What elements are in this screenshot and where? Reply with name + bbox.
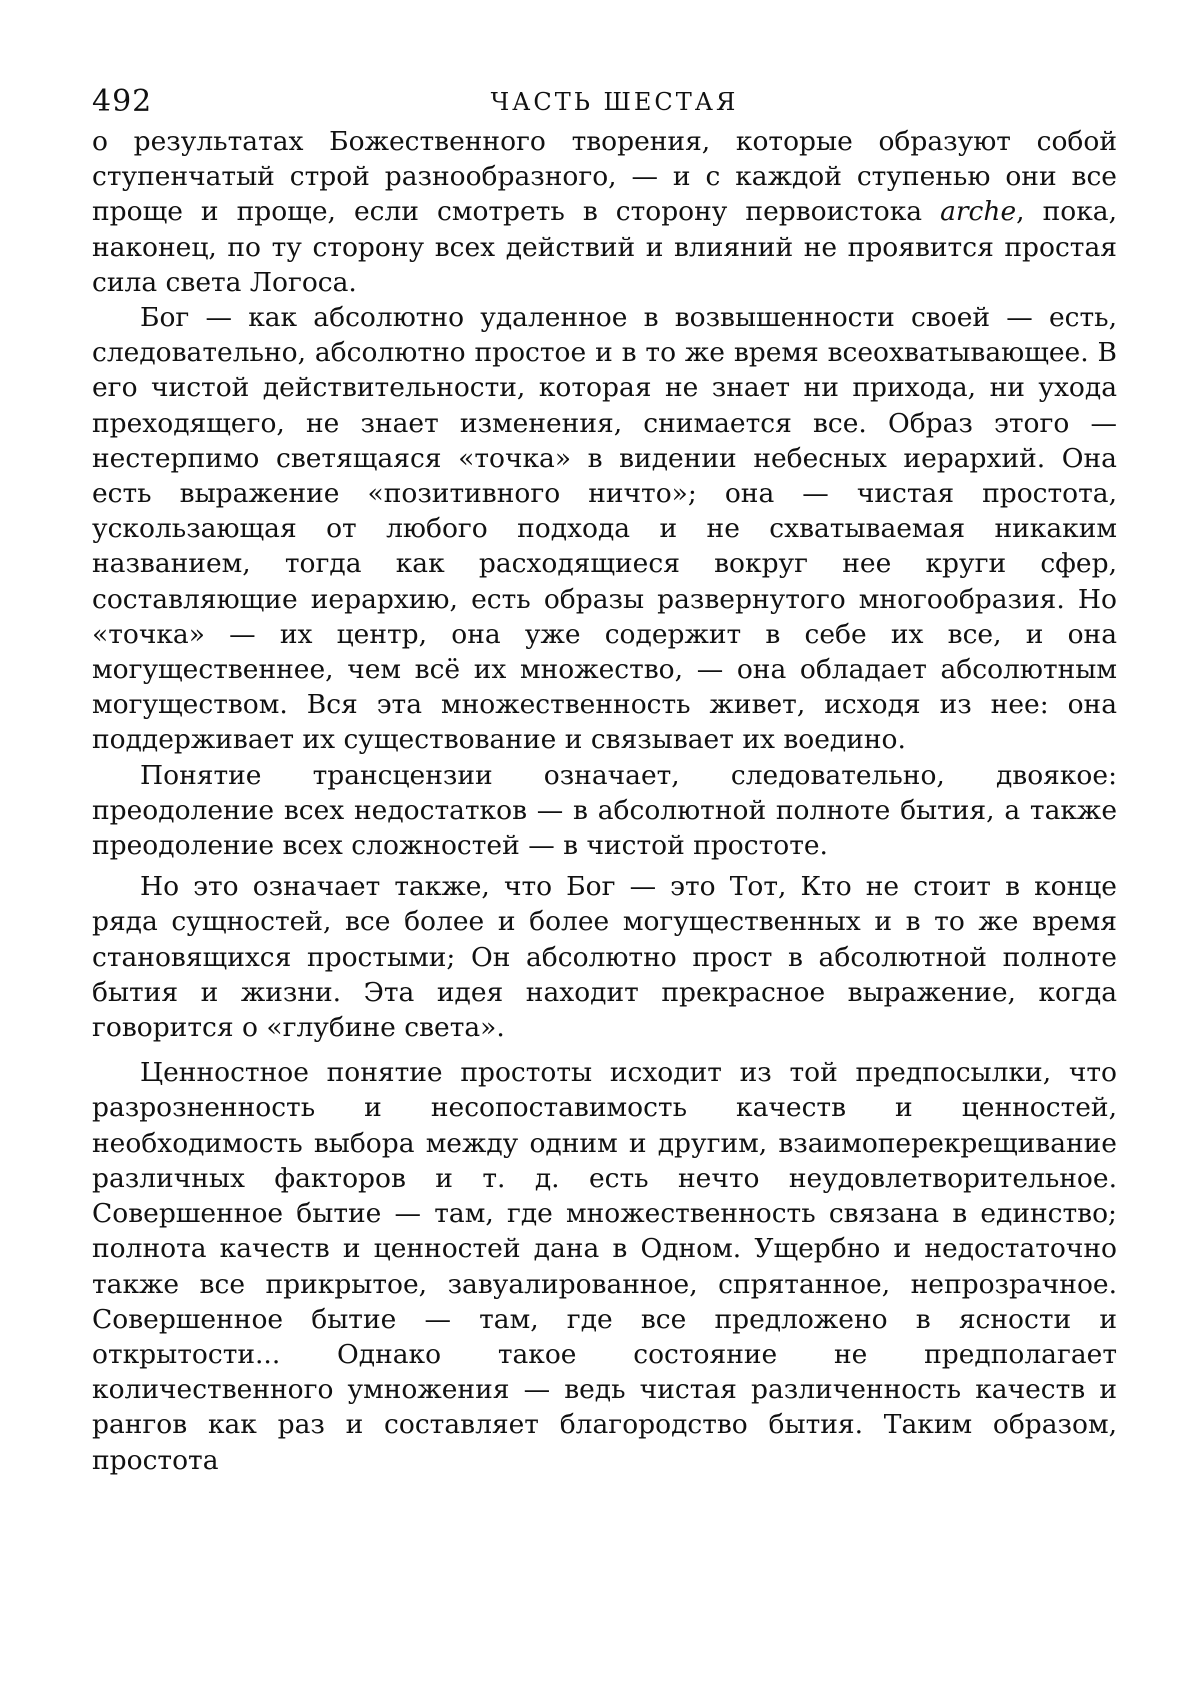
paragraph-1-italic-term: arche [940, 196, 1017, 228]
chapter-title: ЧАСТЬ ШЕСТАЯ [490, 88, 739, 116]
page-number: 492 [92, 84, 153, 119]
book-page [92, 84, 1117, 1478]
paragraph-5: Ценностное понятие простоты исходит из той предпосылки, что разрозненность и несопоставимость качеств и ценностей, необходимость выбора между одним и другим, взаимоперекрещивание различных факторов и т. д. есть нечто неудовлетворительное. Совершенное бытие — там, где множественность связана в единство; полнота качеств и ценностей дана в Одном. Ущербно и недостаточно также все прикрытое, завуалированное, спрятанное, непрозрачное. Совершенное бытие — там, где все предложено в ясности и открытости... Однако такое состояние не предполагает количественного умножения — ведь чистая различенность качеств и рангов как раз и составляет благородство бытия. Таким образом, простота [92, 1057, 1117, 1476]
body-text [92, 124, 1117, 1478]
paragraph-1 [92, 124, 1117, 300]
paragraph-1-text-a: о результатах Божественного творения, которые образуют собой ступенчатый строй разнообразного, — и с каждой ступенью они все проще и проще, если смотреть в сторону первоистока [92, 126, 1117, 228]
paragraph-2: Бог — как абсолютно удаленное в возвышенности своей — есть, следовательно, абсолютно простое и в то же время всеохватывающее. В его чистой действительности, которая не знает ни прихода, ни ухода преходящего, не знает изменения, снимается все. Образ этого — нестерпимо светящаяся «точка» в видении небесных иерархий. Она есть выражение «позитивного ничто»; она — чистая простота, ускользающая от любого подхода и не схватываемая никаким названием, тогда как расходящиеся вокруг нее круги сфер, составляющие иерархию, есть образы развернутого многообразия. Но «точка» — их центр, она уже содержит в себе их все, и она могущественнее, чем всё их множество, — она обладает абсолютным могуществом. Вся эта множественность живет, исходя из нее: она поддерживает их существование и связывает их воедино. [92, 302, 1117, 756]
paragraph-1-text-b: , пока, наконец, по ту сторону всех действий и влияний не проявится простая сила света Логоса. [92, 196, 1118, 298]
running-head [92, 84, 1117, 124]
paragraph-3: Понятие трансцензии означает, следовательно, двоякое: преодоление всех недостатков — в абсолютной полноте бытия, а также преодоление всех сложностей — в чистой простоте. [92, 759, 1117, 862]
paragraph-4: Но это означает также, что Бог — это Тот, Кто не стоит в конце ряда сущностей, все более и более могущественных и в то же время становящихся простыми; Он абсолютно прост в абсолютной полноте бытия и жизни. Эта идея находит прекрасное выражение, когда говорится о «глубине света». [92, 871, 1117, 1044]
